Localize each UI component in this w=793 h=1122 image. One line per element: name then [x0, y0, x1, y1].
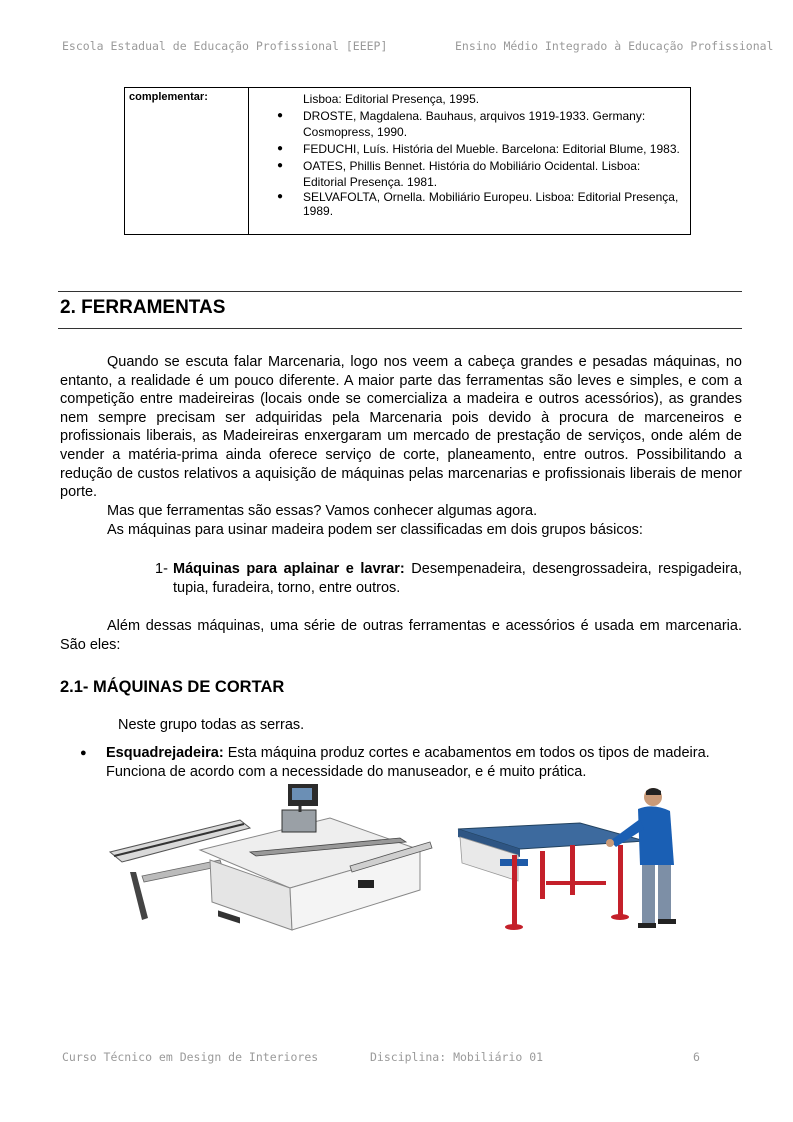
- saw-with-operator-image: [450, 785, 690, 935]
- footer-course: Curso Técnico em Design de Interiores: [62, 1050, 319, 1064]
- list-item: ● OATES, Phillis Bennet. História do Mobiliário Ocidental. Lisboa: Editorial Presença. 1981.: [277, 159, 641, 189]
- paragraph-intro: Quando se escuta falar Marcenaria, logo nos veem a cabeça grandes e pesadas máquinas, no entanto, a realidade é um pouco diferente. A maior parte das ferramentas são leves e simples, e com a competição entre madeireiras (locais onde se comercializa a madeira e outros acessórios), as grandes nem sempre precisam ser adquiridas pela Marcenaria pois devido à procura de marceneiros e profissionais liberais, as Madeireiras enxergaram um mercado de prestação de serviços, onde além de vender a matéria-prima ainda oferece serviço de corte, planeamento, entre outros. Possibilitando a redução de custos relativos a aquisição de máquinas pelas marcenarias e profissionais liberais de menor porte.: [60, 354, 742, 501]
- bullet-esquadrejadeira: [80, 744, 742, 781]
- section-title: 2. FERRAMENTAS: [60, 297, 226, 318]
- bullet-text: Esquadrejadeira: Esta máquina produz cortes e acabamentos em todos os tipos de madeira. Funciona de acordo com a necessidade do manuseador, e é muito prática.: [106, 745, 710, 780]
- bullet-icon: ●: [277, 191, 284, 202]
- bibliography-first-line: Lisboa: Editorial Presença, 1995.: [303, 92, 480, 106]
- bullet-icon: ●: [277, 110, 284, 121]
- item-number: 1-: [155, 561, 168, 577]
- paragraph-groups: As máquinas para usinar madeira podem ser classificadas em dois grupos básicos:: [107, 522, 643, 538]
- numbered-item-1: [155, 560, 742, 597]
- footer-page-number: 6: [693, 1050, 700, 1064]
- list-item: ● DROSTE, Magdalena. Bauhaus, arquivos 1919-1933. Germany: Cosmopress, 1990.: [277, 109, 646, 139]
- header-course-type: Ensino Médio Integrado à Educação Profissional: [455, 39, 774, 53]
- list-item: ● FEDUCHI, Luís. História del Mueble. Barcelona: Editorial Blume, 1983.: [277, 142, 680, 156]
- paragraph-others: Além dessas máquinas, uma série de outras ferramentas e acessórios é usada em marcenaria. São eles:: [60, 618, 742, 653]
- bibliography-list: [255, 108, 684, 218]
- sliding-table-saw-image: [100, 780, 445, 940]
- header-school: Escola Estadual de Educação Profissional [EEEP]: [62, 39, 388, 53]
- table-divider: [248, 88, 249, 234]
- bullet-icon: ●: [277, 143, 284, 154]
- paragraph-question: Mas que ferramentas são essas? Vamos conhecer algumas agora.: [107, 503, 538, 519]
- item-text: Máquinas para aplainar e lavrar: Desempenadeira, desengrossadeira, respigadeira, tupia, furadeira, torno, entre outros.: [173, 561, 743, 596]
- list-item: ● SELVAFOLTA, Ornella. Mobiliário Europeu. Lisboa: Editorial Presença, 1989.: [277, 190, 679, 218]
- footer-discipline: Disciplina: Mobiliário 01: [370, 1050, 544, 1064]
- subsection-title: 2.1- MÁQUINAS DE CORTAR: [60, 678, 285, 696]
- bibliography-content: [255, 91, 684, 218]
- bullet-icon: ●: [80, 747, 87, 759]
- section-rule-bottom: [58, 328, 742, 329]
- subsection-intro: Neste grupo todas as serras.: [118, 717, 305, 733]
- bibliography-table: [124, 87, 691, 235]
- bullet-icon: ●: [277, 160, 284, 171]
- bibliography-label: complementar:: [129, 91, 208, 103]
- section-rule-top: [58, 291, 742, 292]
